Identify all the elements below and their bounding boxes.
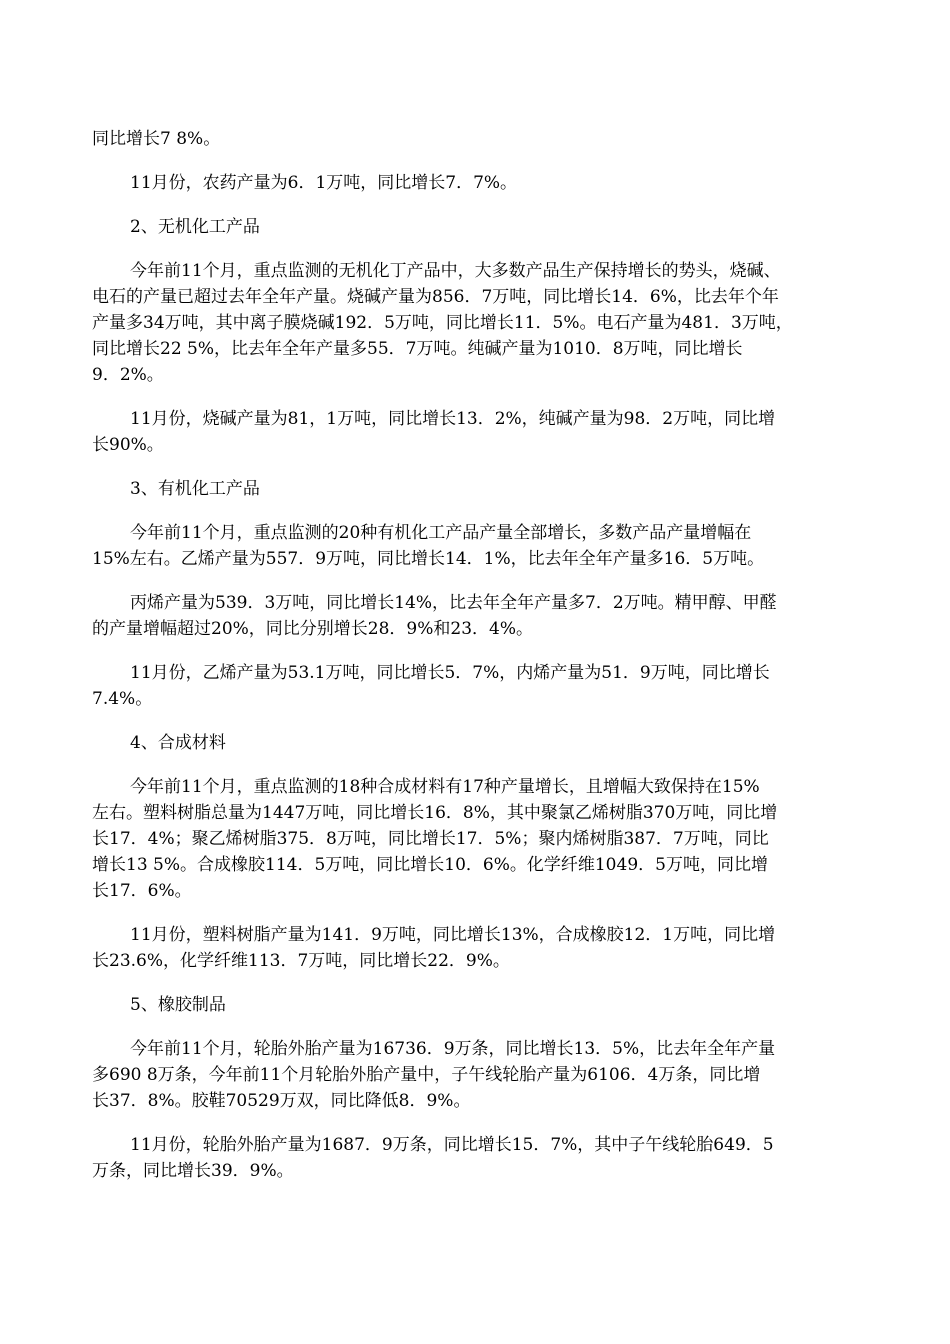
paragraph-line: 增长13 5%。合成橡胶114．5万吨，同比增长10．6%。化学纤维1049．5万吨，同比增: [92, 855, 768, 875]
paragraph-line: 7.4%。: [92, 689, 153, 709]
paragraph-line: 9．2%。: [92, 365, 164, 385]
paragraph: [92, 406, 862, 458]
paragraph-line: 长90%。: [92, 435, 164, 455]
paragraph-line: 11月份，轮胎外胎产量为1687．9万条，同比增长15．7%，其中子午线轮胎649．5: [130, 1135, 774, 1155]
paragraph-line: 今年前11个月，重点监测的18种合成材料有17种产量增长，且增幅大致保持在15%: [130, 777, 760, 797]
section-heading: 4、合成材料: [130, 733, 226, 753]
paragraph: [92, 774, 862, 904]
paragraph-line: 万条，同比增长39．9%。: [92, 1161, 294, 1181]
document-page: [92, 126, 862, 1202]
paragraph-line: 15%左右。乙烯产量为557．9万吨，同比增长14．1%，比去年全年产量多16．5万吨。: [92, 549, 765, 569]
paragraph-line: 左右。塑料树脂总量为1447万吨，同比增长16．8%，其中聚氯乙烯树脂370万吨，同比增: [92, 803, 778, 823]
paragraph-line: 11月份，塑料树脂产量为141．9万吨，同比增长13%，合成橡胶12．1万吨，同比增: [130, 925, 776, 945]
paragraph: [92, 258, 862, 388]
paragraph-line: 产量多34万吨，其中离子膜烧碱192．5万吨，同比增长11．5%。电石产量为481．3万吨，: [92, 313, 793, 333]
paragraph-line: 的产量增幅超过20%，同比分别增长28．9%和23．4%。: [92, 619, 533, 639]
paragraph: [92, 590, 862, 642]
paragraph-line: 今年前11个月，轮胎外胎产量为16736．9万条，同比增长13．5%，比去年全年产量: [130, 1039, 776, 1059]
paragraph-line: 多690 8万条，今年前11个月轮胎外胎产量中，子午线轮胎产量为6106．4万条，同比增: [92, 1065, 761, 1085]
paragraph: [92, 1036, 862, 1114]
paragraph: [92, 170, 862, 196]
paragraph-line: 11月份，乙烯产量为53.1万吨，同比增长5．7%，内烯产量为51．9万吨，同比增长: [130, 663, 770, 683]
paragraph-line: 11月份，农药产量为6．1万吨，同比增长7．7%。: [130, 173, 518, 193]
paragraph: [92, 922, 862, 974]
paragraph-line: 11月份，烧碱产量为81，1万吨，同比增长13．2%，纯碱产量为98．2万吨，同比增: [130, 409, 776, 429]
paragraph-line: 同比增长22 5%，比去年全年产量多55．7万吨。纯碱产量为1010．8万吨，同比增长: [92, 339, 743, 359]
continuation-text: 同比增长7 8%。: [92, 129, 221, 149]
document-body: [92, 170, 862, 1184]
section-heading: 2、无机化工产品: [130, 217, 260, 237]
paragraph-line: 丙烯产量为539．3万吨，同比增长14%，比去年全年产量多7．2万吨。精甲醇、甲醛: [130, 593, 777, 613]
paragraph: [92, 1132, 862, 1184]
paragraph-line: 电石的产量已超过去年全年产量。烧碱产量为856．7万吨，同比增长14．6%，比去年个年: [92, 287, 779, 307]
section-heading: 3、有机化工产品: [130, 479, 260, 499]
paragraph-line: 长23.6%，化学纤维113．7万吨，同比增长22．9%。: [92, 951, 510, 971]
paragraph-line: 长17．4%；聚乙烯树脂375．8万吨，同比增长17．5%；聚内烯树脂387．7万吨，同比: [92, 829, 769, 849]
paragraph: [92, 520, 862, 572]
paragraph-line: 长17．6%。: [92, 881, 192, 901]
section-heading: 5、橡胶制品: [130, 995, 226, 1015]
paragraph-line: 今年前11个月，重点监测的20种有机化工产品产量全部增长，多数产品产量增幅在: [130, 523, 752, 543]
paragraph-line: 今年前11个月，重点监测的无机化丁产品中，大多数产品生产保持增长的势头，烧碱、: [130, 261, 781, 281]
paragraph: [92, 660, 862, 712]
paragraph-line: 长37．8%。胶鞋70529万双，同比降低8．9%。: [92, 1091, 471, 1111]
